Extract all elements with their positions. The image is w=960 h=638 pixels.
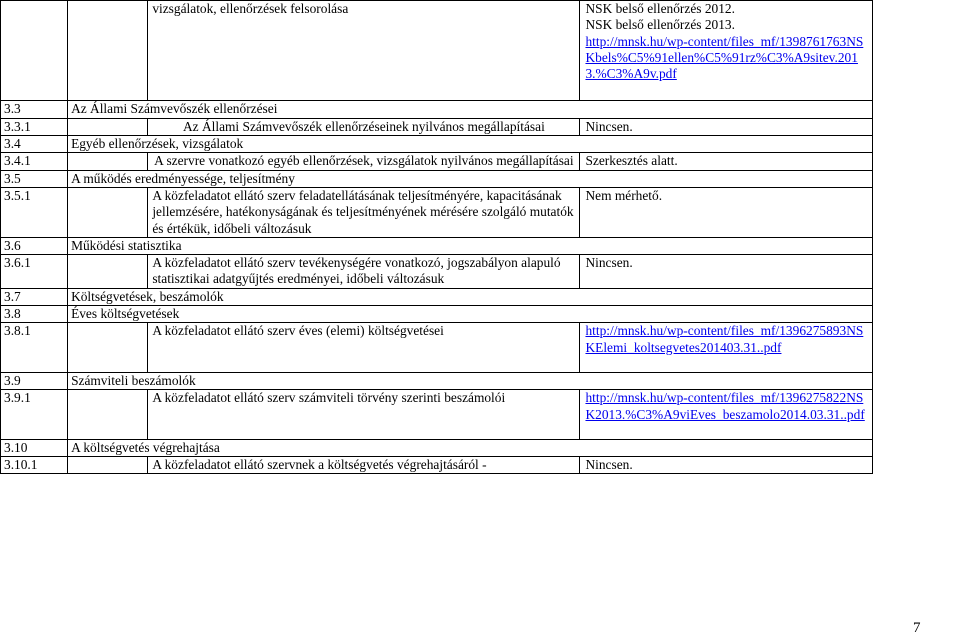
row-value [580,1,873,101]
table-row [1,255,873,289]
value-line: NSK belső ellenőrzés 2012. [585,1,735,16]
section-row [1,237,873,254]
row-value [580,187,873,237]
row-value [580,457,873,474]
row-value [580,390,873,440]
row-number: 3.4.1 [1,153,68,170]
section-title: Működési statisztika [68,237,873,254]
row-number: 3.9.1 [1,390,68,440]
row-number: 3.5 [1,170,68,187]
row-value [580,153,873,170]
document-link[interactable]: http://mnsk.hu/wp-content/files_mf/1396275893NSKElemi_koltsegvetes201403.31..pdf [585,323,864,355]
section-row [1,101,873,118]
document-link[interactable]: http://mnsk.hu/wp-content/files_mf/1398761763NSKbels%C5%91ellen%C5%91rz%C3%A9sitev.2013.%C3%A9v.pdf [585,33,864,82]
row-number: 3.3 [1,101,68,118]
value-text: Szerkesztés alatt. [585,153,678,169]
table-row [1,457,873,474]
table-row [1,390,873,440]
section-row [1,372,873,389]
row-value [580,255,873,289]
value-text: Nincsen. [585,118,633,134]
section-row [1,288,873,305]
section-title: Egyéb ellenőrzések, vizsgálatok [68,136,873,153]
row-number: 3.6 [1,237,68,254]
page-number: 7 [913,620,921,636]
section-title: A költségvetés végrehajtása [68,439,873,456]
row-number: 3.10.1 [1,457,68,474]
row-description: A közfeladatot ellátó szervnek a költségvetés végrehajtásáról - [148,457,580,474]
row-number [1,1,68,101]
table-row [1,118,873,135]
row-value [580,118,873,135]
row-description: Az Állami Számvevőszék ellenőrzéseinek nyilvános megállapításai [148,118,580,135]
table-row [1,153,873,170]
document-link[interactable]: http://mnsk.hu/wp-content/files_mf/1396275822NSK2013.%C3%A9viEves_beszamolo2014.03.31..pdf [585,390,865,422]
row-description: A közfeladatot ellátó szerv feladatellátásának teljesítményére, kapacitásának jellemzésére, hatékonyságának és teljesítményének mérésére szolgáló mutatók és értékük, időbeli változásuk [148,187,580,237]
value-line: NSK belső ellenőrzés 2013. [585,17,735,33]
section-row [1,439,873,456]
section-row [1,306,873,323]
section-row [1,170,873,187]
table-row [1,187,873,237]
section-title: Az Állami Számvevőszék ellenőrzései [68,101,873,118]
row-number: 3.9 [1,372,68,389]
row-number: 3.8.1 [1,323,68,373]
row-number: 3.4 [1,136,68,153]
row-number: 3.10 [1,439,68,456]
row-number: 3.3.1 [1,118,68,135]
section-title: Éves költségvetések [68,306,873,323]
row-description: A közfeladatot ellátó szerv számviteli törvény szerinti beszámolói [148,390,580,440]
section-title: Számviteli beszámolók [68,372,873,389]
row-description: A közfeladatot ellátó szerv tevékenységére vonatkozó, jogszabályon alapuló statisztikai adatgyűjtés eredményei, időbeli változásuk [148,255,580,289]
value-text: Nem mérhető. [585,187,663,203]
row-value [580,323,873,373]
section-title: A működés eredményessége, teljesítmény [68,170,873,187]
row-description: vizsgálatok, ellenőrzések felsorolása [148,1,580,101]
row-number: 3.8 [1,306,68,323]
section-row [1,136,873,153]
value-text: Nincsen. [585,255,633,271]
row-number: 3.6.1 [1,255,68,289]
table-row [1,1,873,101]
row-number: 3.5.1 [1,187,68,237]
table-row [1,323,873,373]
section-title: Költségvetések, beszámolók [68,288,873,305]
value-text: Nincsen. [585,457,633,473]
row-description: A szervre vonatkozó egyéb ellenőrzések, vizsgálatok nyilvános megállapításai [148,153,580,170]
row-description: A közfeladatot ellátó szerv éves (elemi) költségvetései [148,323,580,373]
row-number: 3.7 [1,288,68,305]
